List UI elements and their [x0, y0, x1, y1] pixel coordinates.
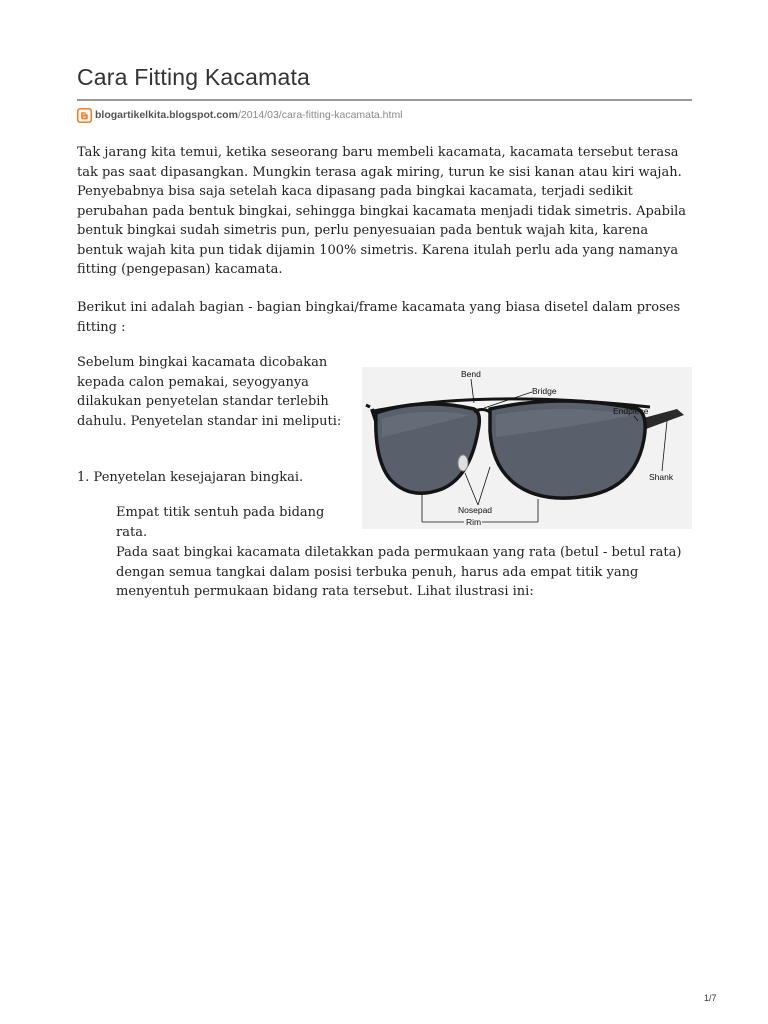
source-path: /2014/03/cara-fitting-kacamata.html [237, 109, 403, 121]
label-nosepad: Nosepad [458, 505, 493, 515]
label-bridge: Bridge [532, 386, 557, 396]
label-rim: Rim [466, 517, 482, 527]
subheading-four-points: Empat titik sentuh pada bidang rata. [116, 505, 325, 540]
label-bend: Bend [461, 369, 481, 379]
bridge-part [474, 410, 490, 413]
source-domain: blogartikelkita.blogspot.com [95, 109, 238, 121]
paragraph-standard-adjustment: Sebelum bingkai kacamata dicobakan kepada calon pemakai, seyogyanya dilakukan penyetelan standar terlebih dahulu. Penyetelan standar ini meliputi: [77, 355, 342, 429]
paragraph-intro: Tak jarang kita temui, ketika seseorang baru membeli kacamata, kacamata tersebut terasa tak pas saat dipasangkan. Mungkin terasa agak miring, turun ke sisi kanan atau kiri wajah. Penyebabnya bisa saja setelah kaca dipasang pada bingkai kacamata, terjadi sedikit perubahan pada bentuk bingkai, sehingga bingkai kacamata menjadi tidak simetris. Apabila bentuk bingkai sudah simetris pun, perlu penyesuaian pada bentuk wajah kita, karena bentuk wajah kita pun tidak dijamin 100% simetris. Karena itulah perlu ada yang namanya fitting (pengepasan) kacamata. [77, 145, 687, 277]
blogger-icon [77, 108, 92, 123]
page-number: 1/7 [704, 993, 717, 1003]
eyeglass-frame-diagram [362, 367, 692, 529]
source-link[interactable] [77, 106, 403, 124]
paragraph-frame-parts: Berikut ini adalah bagian - bagian bingkai/frame kacamata yang biasa disetel dalam proses fitting : [77, 300, 681, 335]
nosepad-part [458, 455, 468, 471]
label-endpiece: Endpiece [613, 406, 649, 416]
list-item-frame-alignment: 1. Penyetelan kesejajaran bingkai. [77, 470, 304, 485]
label-shank: Shank [649, 472, 674, 482]
paragraph-four-points-description: Pada saat bingkai kacamata diletakkan pada permukaan yang rata (betul - betul rata) dengan semua tangkai dalam posisi terbuka penuh, harus ada empat titik yang menyentuh permukaan bidang rata tersebut. Lihat ilustrasi ini: [116, 545, 682, 599]
title-divider [77, 99, 692, 101]
page-title: Cara Fitting Kacamata [77, 64, 311, 90]
